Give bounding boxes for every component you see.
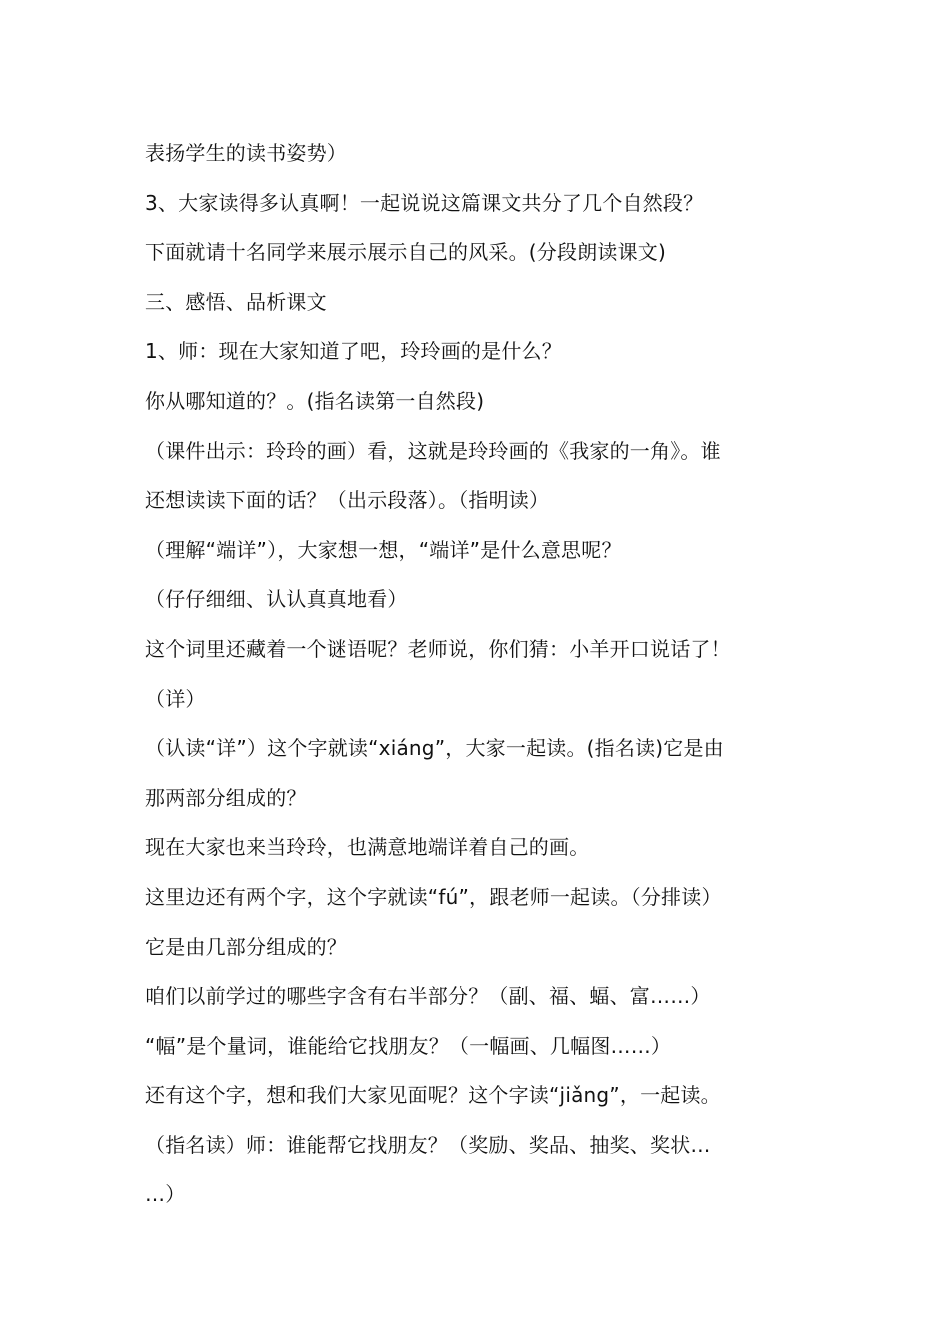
text-line: （仔仔细细、认认真真地看）: [145, 587, 408, 612]
section-heading: 三、感悟、品析课文: [145, 289, 327, 314]
text-line: （认读“详”）这个字就读“xiáng”，大家一起读。(指名读)它是由: [145, 736, 724, 761]
text-line: 现在大家也来当玲玲，也满意地端详着自己的画。: [145, 835, 590, 860]
text-line: （指名读）师：谁能帮它找朋友？（奖励、奖品、抽奖、奖状…: [145, 1132, 711, 1157]
text-line: 下面就请十名同学来展示展示自己的风采。(分段朗读课文): [145, 240, 667, 265]
text-line: 1、师：现在大家知道了吧，玲玲画的是什么？: [145, 339, 562, 364]
document-body: [145, 129, 815, 1220]
text-line: 咱们以前学过的哪些字含有右半部分？（副、福、蝠、富……）: [145, 984, 711, 1009]
text-line: 表扬学生的读书姿势）: [145, 141, 347, 165]
text-line: 那两部分组成的？: [145, 785, 307, 810]
text-line: “幅”是个量词，谁能给它找朋友？（一幅画、几幅图……）: [145, 1033, 672, 1058]
text-line: 还想读读下面的话？（出示段落）。（指明读）: [145, 488, 550, 513]
text-line: 它是由几部分组成的？: [145, 934, 347, 959]
text-line: 3、大家读得多认真啊！一起说说这篇课文共分了几个自然段？: [145, 190, 704, 215]
text-line: 还有这个字，想和我们大家见面呢？这个字读“jiǎng”，一起读。: [145, 1083, 721, 1108]
text-line: （课件出示：玲玲的画）看，这就是玲玲画的《我家的一角》。谁: [145, 438, 721, 463]
text-line: 你从哪知道的？。(指名读第一自然段): [145, 388, 485, 413]
text-line: （理解“端详”），大家想一想，“端详”是什么意思呢？: [145, 537, 622, 562]
text-line: 这个词里还藏着一个谜语呢？老师说，你们猜：小羊开口说话了！: [145, 636, 731, 661]
text-line: （详）: [145, 686, 206, 711]
text-line: …）: [145, 1182, 186, 1207]
text-line: 这里边还有两个字，这个字就读“fú”，跟老师一起读。（分排读）: [145, 884, 722, 909]
